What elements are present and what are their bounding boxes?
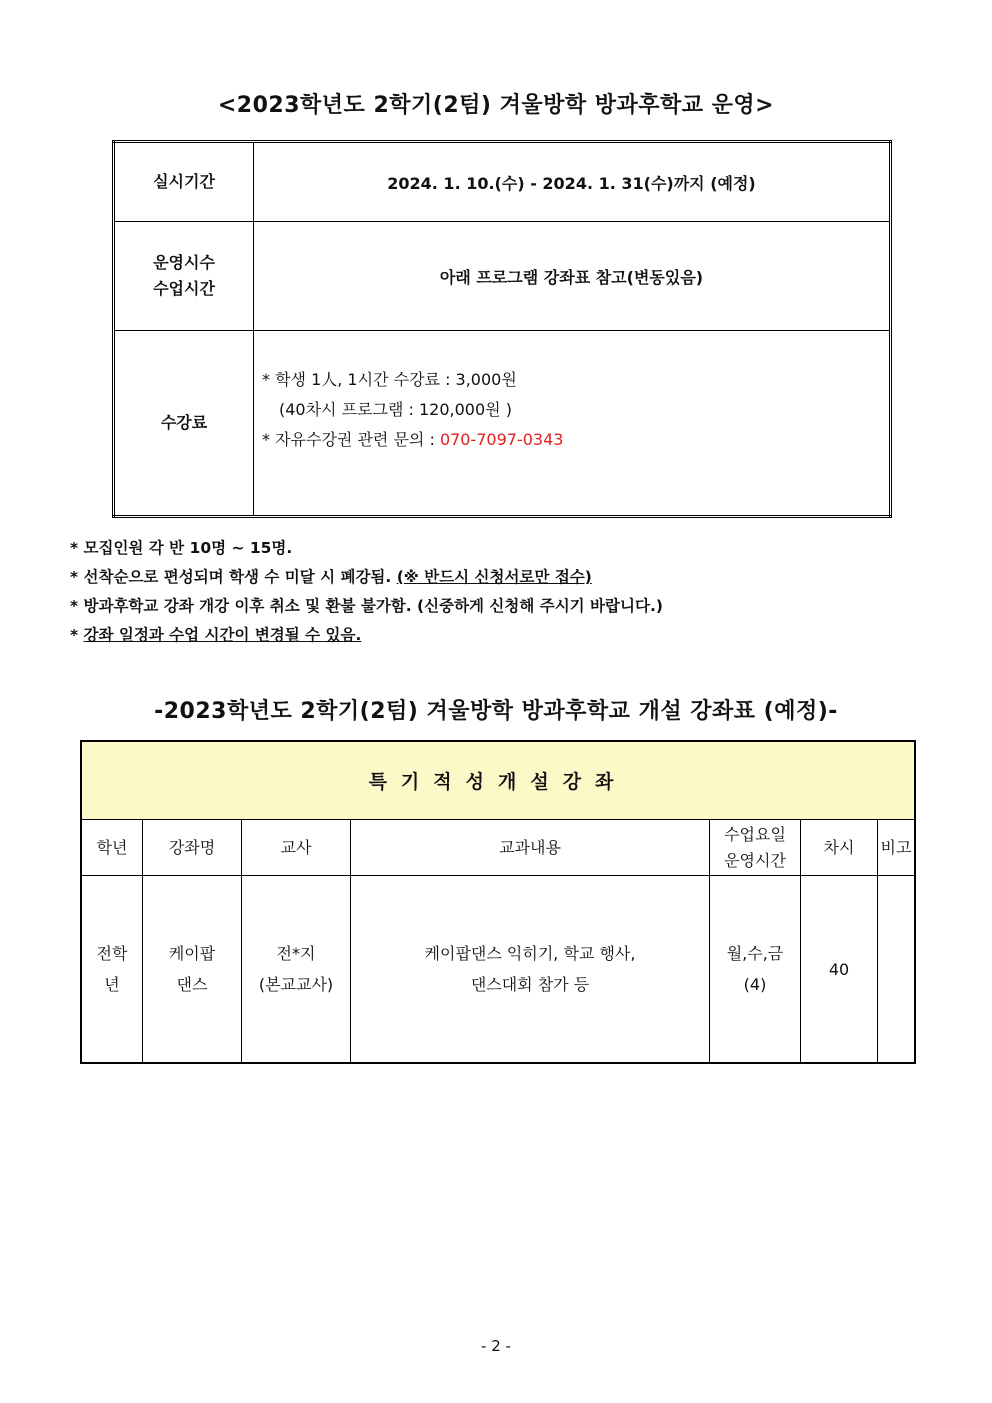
cell-teacher-line2: (본교교사) <box>258 975 334 994</box>
note-recruitment: * 모집인원 각 반 10명 ~ 15명. <box>70 539 293 557</box>
note-schedule-text: 강좌 일정과 수업 시간이 변경될 수 있음. <box>83 626 362 644</box>
fee-label: 수강료 <box>114 331 254 517</box>
cell-content-line2: 댄스대회 참가 등 <box>470 975 590 994</box>
cell-sessions: 40 <box>801 876 878 1064</box>
fee-line3 <box>262 425 888 455</box>
cell-grade-line1: 전학 <box>96 944 128 963</box>
cell-remarks <box>878 876 916 1064</box>
schedule-title: -2023학년도 2학기(2텀) 겨울방학 방과후학교 개설 강좌표 (예정)- <box>154 699 838 724</box>
cell-days-line1: 월,수,금 <box>726 944 784 963</box>
note-first-come-text: * 선착순으로 편성되며 학생 수 미달 시 폐강됨. <box>70 568 397 586</box>
notes-list <box>70 537 950 653</box>
cell-days-line2: (4) <box>743 975 767 994</box>
operation-title: <2023학년도 2학기(2텀) 겨울방학 방과후학교 운영> <box>217 93 775 118</box>
period-value: 2024. 1. 10.(수) - 2024. 1. 31(수)까지 (예정) <box>254 142 891 222</box>
note-refund: * 방과후학교 강좌 개강 이후 취소 및 환불 불가함. (신중하게 신청해 주시기 바랍니다.) <box>70 597 663 615</box>
hours-label-line2: 수업시간 <box>153 279 215 298</box>
cell-course <box>143 876 242 1064</box>
header-grade: 학년 <box>81 820 143 876</box>
fee-details <box>254 331 891 517</box>
fee-phone: 070-7097-0343 <box>439 430 564 449</box>
operation-table <box>112 140 892 518</box>
course-table-band-title: 특기적성개설강좌 <box>81 741 915 820</box>
cell-content-line1: 케이팝댄스 익히기, 학교 행사, <box>424 944 636 963</box>
hours-label <box>114 222 254 331</box>
cell-teacher-line1: 전*지 <box>276 944 316 963</box>
hours-value: 아래 프로그램 강좌표 참고(변동있음) <box>254 222 891 331</box>
page-number: - 2 - <box>481 1337 511 1355</box>
header-content: 교과내용 <box>351 820 710 876</box>
header-course: 강좌명 <box>143 820 242 876</box>
header-days-line2: 운영시간 <box>724 850 786 870</box>
cell-content <box>351 876 710 1064</box>
header-days <box>710 820 801 876</box>
period-label: 실시기간 <box>114 142 254 222</box>
cell-course-line1: 케이팝 <box>168 944 216 963</box>
cell-teacher <box>242 876 351 1064</box>
fee-line2: (40차시 프로그램 : 120,000원 ) <box>279 400 512 419</box>
note-application-only: (※ 반드시 신청서로만 접수) <box>396 568 592 586</box>
fee-line1: * 학생 1人, 1시간 수강료 : 3,000원 <box>262 370 517 389</box>
header-teacher: 교사 <box>242 820 351 876</box>
header-days-line1: 수업요일 <box>724 824 786 844</box>
cell-course-line2: 댄스 <box>176 975 208 994</box>
note-schedule-bullet: * <box>70 626 84 644</box>
note-first-come <box>70 566 950 595</box>
course-table <box>80 740 916 1064</box>
note-schedule-change <box>70 624 950 653</box>
header-remarks: 비고 <box>878 820 916 876</box>
hours-label-line1: 운영시수 <box>153 253 215 272</box>
cell-days <box>710 876 801 1064</box>
cell-grade <box>81 876 143 1064</box>
fee-inquiry-label: * 자유수강권 관련 문의 : <box>262 430 440 449</box>
table-row <box>81 876 915 1064</box>
header-sessions: 차시 <box>801 820 878 876</box>
cell-grade-line2: 년 <box>104 975 120 994</box>
